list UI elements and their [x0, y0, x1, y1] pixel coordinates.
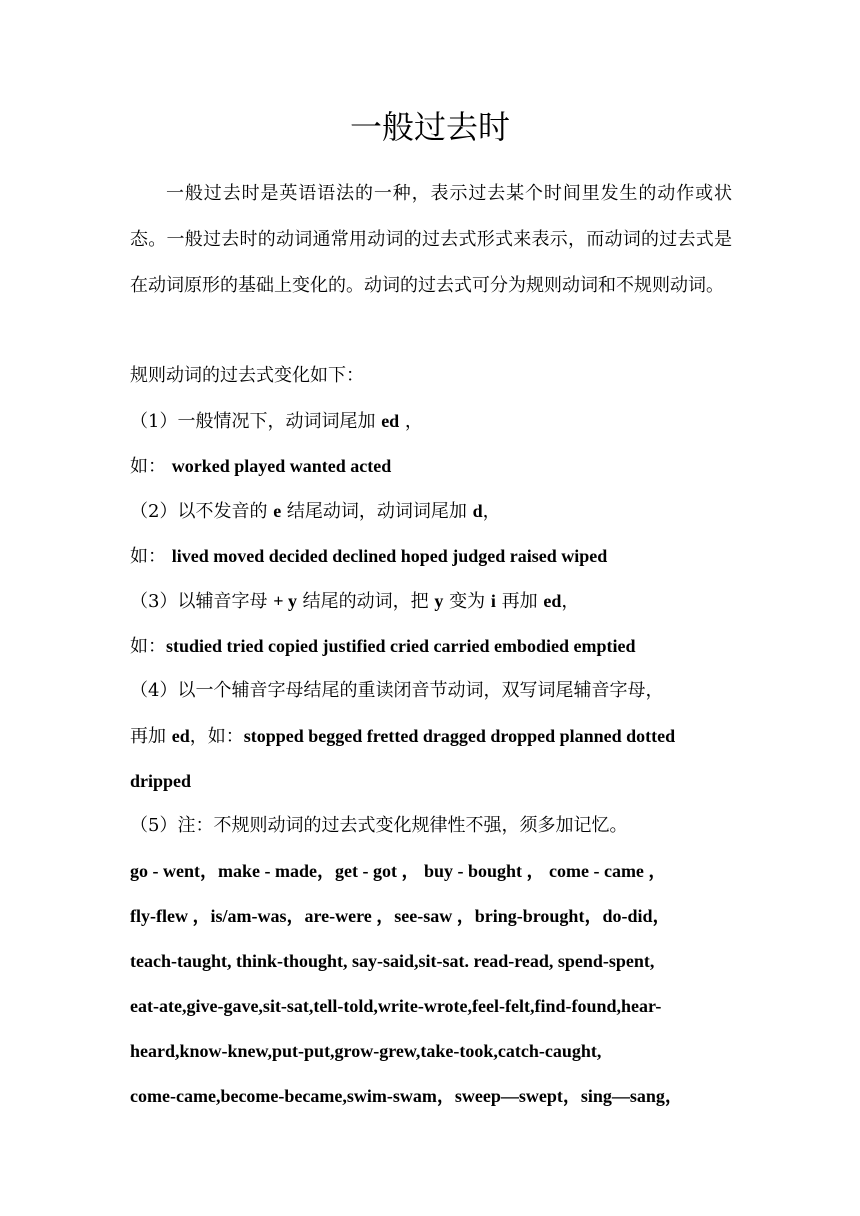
rule-4-continued-2: dripped	[130, 771, 192, 791]
irregular-line: fly-flew ，is/am-was，are-were ，see-saw ，bring-brought，do-did，	[130, 906, 671, 926]
rule-2-label: （2）以不发音的	[130, 501, 274, 522]
irregular-line: go - went，make - made，get - got ， buy - bought ， come - came ，	[130, 861, 667, 881]
rule-1-suffix: ed	[381, 411, 400, 431]
rule-1-example	[130, 453, 732, 480]
example-words: studied tried copied justified cried carried embodied emptied	[166, 636, 636, 656]
rule-2-letter: e	[273, 501, 282, 521]
rule-1	[130, 408, 732, 435]
rule-4: （4）以一个辅音字母结尾的重读闭音节动词，双写词尾辅音字母，	[130, 680, 664, 701]
rule-4-prefix: 再加	[130, 726, 172, 747]
irregular-line: heard,know-knew,put-put,grow-grew,take-took,catch-caught,	[130, 1041, 602, 1061]
intro-paragraph: 一般过去时是英语语法的一种，表示过去某个时间里发生的动作或状态。一般过去时的动词通常用动词的过去式形式来表示，而动词的过去式是在动词原形的基础上变化的。动词的过去式可分为规则动词和不规则动词。	[130, 183, 732, 296]
example-words: worked played wanted acted	[171, 456, 392, 476]
irregular-line: come-came,become-became,swim-swam，sweep—swept，sing—sang，	[130, 1086, 683, 1106]
rule-3-example	[130, 633, 732, 660]
rule-3-i: i	[490, 591, 496, 611]
rule-2-mid: 结尾动词，动词词尾加	[281, 501, 473, 522]
irregular-line: teach-taught, think-thought, say-said,sit-sat. read-read, spend-spent,	[130, 951, 655, 971]
example-words: lived moved decided declined hoped judged raised wiped	[171, 546, 608, 566]
irregular-line: eat-ate,give-gave,sit-sat,tell-told,write-wrote,feel-felt,find-found,hear-	[130, 996, 662, 1016]
rules-heading: 规则动词的过去式变化如下：	[130, 365, 364, 386]
rule-4-mid: ，如：	[189, 726, 244, 747]
rule-2	[130, 498, 732, 525]
rule-3-label: （3）以辅音字母	[130, 591, 274, 612]
rule-3-mid3: 再加	[495, 591, 544, 612]
rule-4-ed: ed	[171, 726, 190, 746]
example-prefix: 如：	[130, 546, 172, 567]
rule-2-example	[130, 543, 732, 570]
rule-1-tail: ，	[399, 411, 423, 432]
rule-4-continued	[130, 723, 732, 750]
rule-3-tail: ，	[561, 591, 580, 612]
rule-3-y: y	[434, 591, 444, 611]
rule-3-plus: + y	[273, 591, 297, 611]
rule-3-mid2: 变为	[443, 591, 491, 612]
example-prefix: 如：	[130, 636, 166, 657]
rule-5: （5）注：不规则动词的过去式变化规律性不强，须多加记忆。	[130, 815, 628, 836]
rule-2-suffix: d	[472, 501, 483, 521]
example-prefix: 如：	[130, 456, 172, 477]
rule-3-mid: 结尾的动词，把	[296, 591, 435, 612]
page-title: 一般过去时	[349, 108, 510, 146]
rule-1-label: （1）一般情况下，动词词尾加	[130, 411, 382, 432]
rule-3	[130, 588, 732, 615]
example-words: stopped begged fretted dragged dropped planned dotted	[243, 726, 676, 746]
rule-3-ed: ed	[543, 591, 562, 611]
rule-2-tail: ，	[482, 501, 501, 522]
